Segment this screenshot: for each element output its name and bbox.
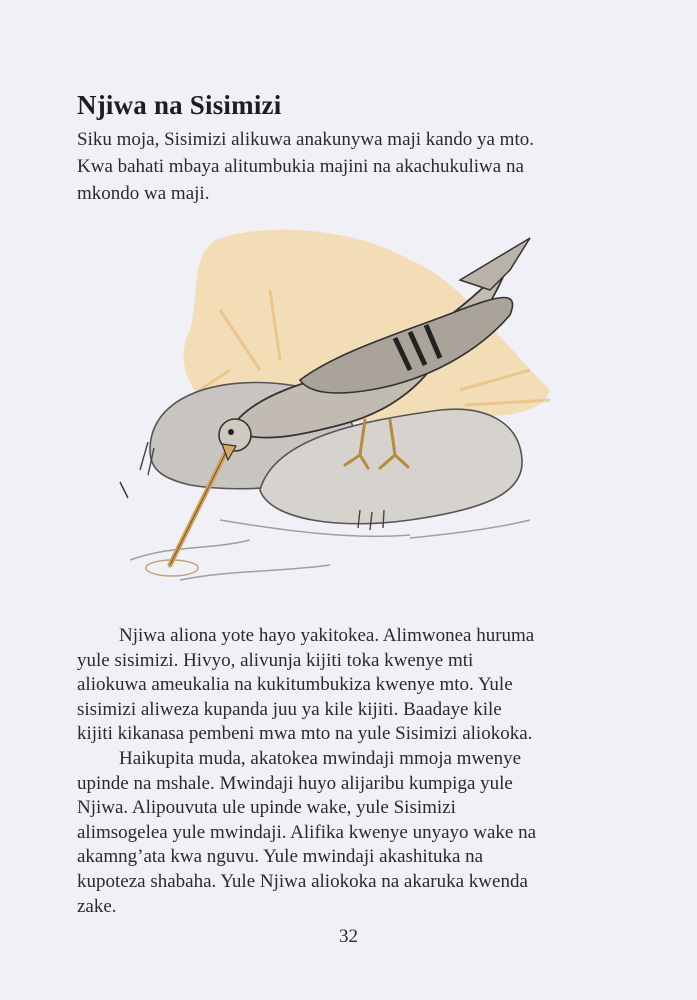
body-line: alimsogelea yule mwindaji. Alifika kwenye unyayo wake na xyxy=(77,821,537,843)
body-line: Njiwa. Alipouvuta ule upinde wake, yule Sisimizi xyxy=(77,797,456,819)
intro-line: mkondo wa maji. xyxy=(77,183,210,204)
body-line: akamng’ata kwa nguvu. Yule mwindaji akashituka na xyxy=(77,846,484,868)
story-title: Njiwa na Sisimizi xyxy=(77,90,282,120)
intro-line: Kwa bahati mbaya alitumbukia majini na akachukuliwa na xyxy=(77,156,524,177)
body-line: upinde na mshale. Mwindaji huyo alijaribu kumpiga yule xyxy=(77,772,513,794)
body-line: sisimizi aliweza kupanda juu ya kile kijiti. Baadaye kile xyxy=(77,698,502,720)
dove-dropping-twig-illustration xyxy=(110,220,580,600)
intro-line: Siku moja, Sisimizi alikuwa anakunywa maji kando ya mto. xyxy=(77,129,534,150)
body-line: Haikupita muda, akatokea mwindaji mmoja mwenye xyxy=(119,747,522,769)
body-line: kijiti kikanasa pembeni mwa mto na yule Sisimizi aliokoka. xyxy=(77,723,533,745)
body-line: aliokuwa ameukalia na kukitumbukiza kwenye mto. Yule xyxy=(77,674,513,696)
body-line: yule sisimizi. Hivyo, alivunja kijiti toka kwenye mti xyxy=(77,649,474,671)
body-line: zake. xyxy=(77,895,117,917)
body-line: kupoteza shabaha. Yule Njiwa aliokoka na akaruka kwenda xyxy=(77,870,528,892)
intro-paragraph xyxy=(77,126,637,207)
page-number: 32 xyxy=(339,926,358,947)
story-body xyxy=(77,624,637,919)
body-line: Njiwa aliona yote hayo yakitokea. Alimwonea huruma xyxy=(119,625,535,646)
